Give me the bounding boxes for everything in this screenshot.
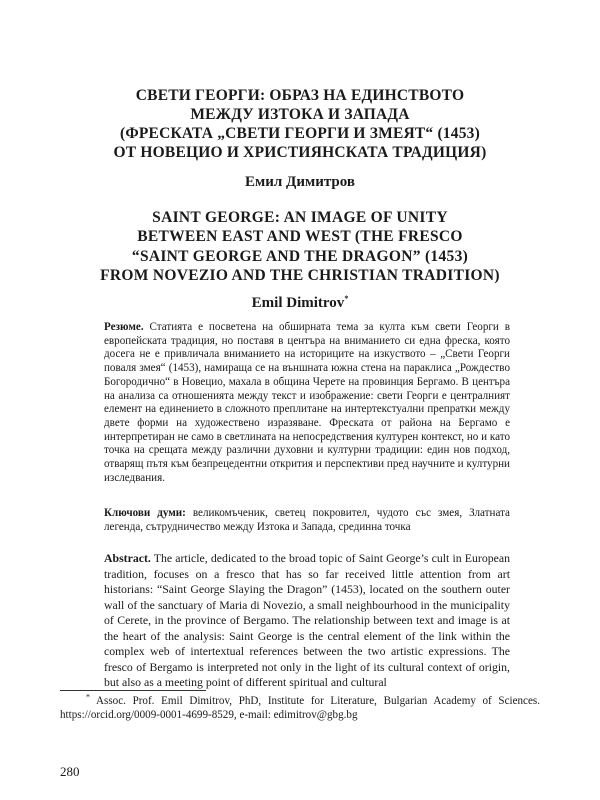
english-abstract-text: The article, dedicated to the broad topic of Saint George’s cult in European tradition, focuses on a fresco that has so far received little attention from art historians: “Saint George Slaying the Dragon” (1453), located on the southern outer wall of the sanctuary of Maria di Novezio, a small neighbourhood in the municipality of Cerete, in the province of Bergamo. The relationship between text and image is at the heart of the analysis: Saint George is the central element of the link within the complex web of intertextual references between the two artistic expressions. The fresco of Bergamo is interpreted not only in the light of its cultural context of origin, but also as a meeting point of different spiritual and cultural bbox=[104, 551, 510, 689]
english-title-line: FROM NOVEZIO AND THE CHRISTIAN TRADITION) bbox=[100, 266, 500, 284]
bulgarian-title-line: (ФРЕСКАТА „СВЕТИ ГЕОРГИ И ЗМЕЯТ“ (1453) bbox=[120, 125, 480, 142]
bulgarian-abstract-label: Резюме. bbox=[104, 321, 144, 333]
bulgarian-abstract bbox=[104, 321, 510, 485]
page-number: 280 bbox=[60, 764, 80, 779]
english-author bbox=[60, 295, 540, 312]
footnote-mark: * bbox=[86, 692, 90, 702]
english-title-line: BETWEEN EAST AND WEST (THE FRESCO bbox=[137, 228, 463, 246]
english-title-line: “SAINT GEORGE AND THE DRAGON” (1453) bbox=[131, 247, 469, 265]
footnote-text: Assoc. Prof. Emil Dimitrov, PhD, Institute for Literature, Bulgarian Academy of Sciences. https://orcid.org/0009-0001-4699-8529, e-mail: edimitrov@gbg.bg bbox=[60, 695, 540, 721]
bulgarian-title-line: МЕЖДУ ИЗТОКА И ЗАПАДА bbox=[190, 106, 410, 123]
author-footnote-mark[interactable]: * bbox=[344, 294, 349, 303]
bulgarian-title bbox=[60, 86, 540, 162]
bulgarian-title-line: ОТ НОВЕЦИО И ХРИСТИЯНСКАТА ТРАДИЦИЯ) bbox=[113, 144, 487, 161]
bulgarian-author: Емил Димитров bbox=[245, 174, 355, 190]
bulgarian-keywords-text: великомъченик, светец покровител, чудото със змея, Златната легенда, сътрудничество между Изтока и Запада, срединна точка bbox=[104, 507, 510, 533]
bulgarian-abstract-text: Статията е посветена на обширната тема за култа към свети Георги в европейската традиция, но поставя в центъра на вниманието си една фреска, която досега не е привличала вниманието на историците на изкуството – „Свети Георги поваля змея“ (1453), намираща се на външната южна стена на параклиса „Рождество Богородично“ в Новецио, махала в община Черете на провинция Бергамо. В центъра на анализа са отношенията между текст и изображение: свети Георги е централният елемент на единението в сложното преплитане на интертекстуални препратки между двете форми на художествено изразяване. Фреската от района на Бергамо е интерпретиран не само в светлината на непосредствения културен контекст, но и като точка на срещата между различни духовни и културни традиции: един нов подход, отварящ пътя към безпрецедентни открития и перспективи пред научните и културни изследвания. bbox=[104, 321, 510, 484]
english-abstract bbox=[104, 551, 510, 691]
bulgarian-keywords-label: Ключови думи: bbox=[104, 507, 186, 519]
english-abstract-label: Abstract. bbox=[104, 551, 151, 565]
bulgarian-keywords bbox=[104, 507, 510, 534]
english-title-line: SAINT GEORGE: AN IMAGE OF UNITY bbox=[152, 209, 448, 226]
english-title bbox=[60, 208, 540, 285]
bulgarian-title-line: СВЕТИ ГЕОРГИ: ОБРАЗ НА ЕДИНСТВОТО bbox=[135, 87, 465, 104]
footnote bbox=[60, 694, 540, 722]
english-author-name: Emil Dimitrov bbox=[251, 295, 345, 311]
footnote-divider bbox=[60, 690, 206, 691]
